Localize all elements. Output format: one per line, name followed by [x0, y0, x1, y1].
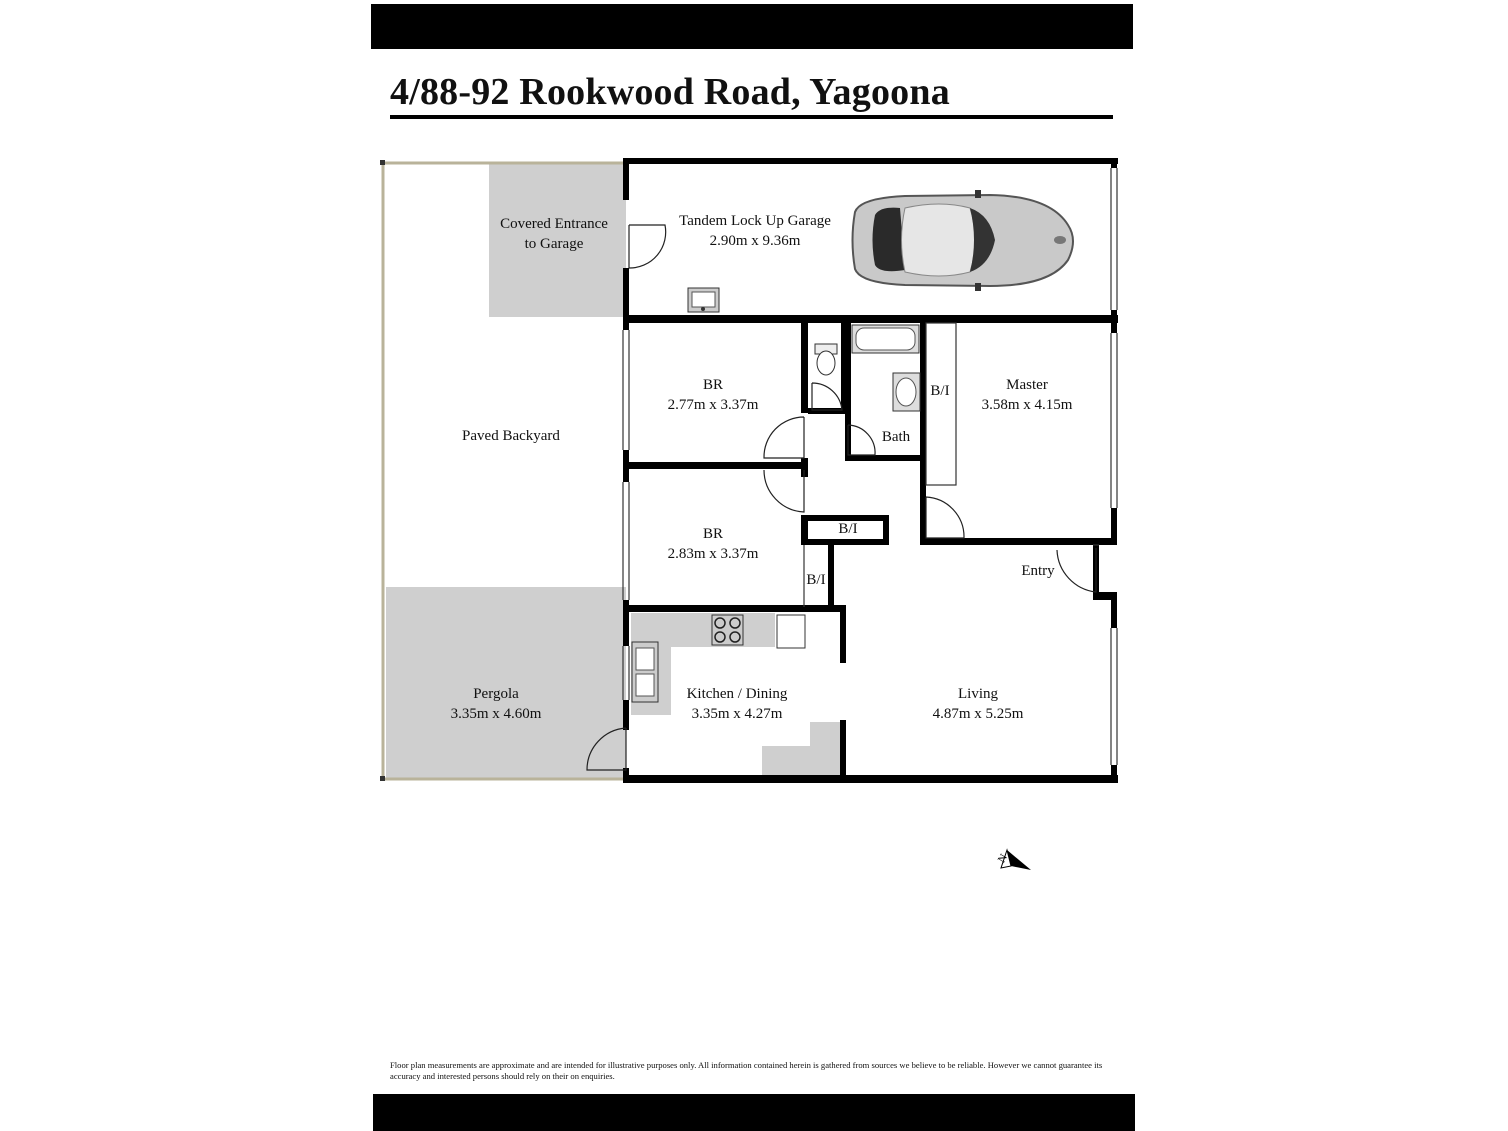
backyard-label: Paved Backyard: [462, 428, 560, 444]
bath-label: Bath: [881, 429, 911, 445]
toilet-icon: [815, 344, 837, 375]
bi-br2-label: B/I: [806, 572, 826, 588]
br1-name: BR: [702, 377, 724, 393]
master-name: Master: [1006, 377, 1048, 393]
br2-name: BR: [702, 526, 724, 542]
sink-icon: [688, 288, 719, 312]
kitchen-step-area: [762, 722, 842, 778]
compass-north-label: N: [995, 852, 1011, 865]
bi-master-label: B/I: [930, 383, 950, 399]
basin-icon: [893, 373, 920, 411]
kitchen-dims: 3.35m x 4.27m: [691, 706, 783, 722]
kitchen-name: Kitchen / Dining: [686, 686, 788, 702]
garage-dims: 2.90m x 9.36m: [709, 233, 801, 249]
master-dims: 3.58m x 4.15m: [981, 397, 1073, 413]
covered-entrance-label: Covered Entrance: [500, 216, 608, 232]
car-icon: [853, 190, 1074, 291]
disclaimer: Floor plan measurements are approximate and are intended for illustrative purposes only. All information contained herein is gathered from sources we believe to be reliable. However we cannot guarantee its accuracy and interested persons should rely on their on enquiries.: [390, 1060, 1103, 1081]
covered-entrance-label-2: to Garage: [524, 236, 584, 252]
pergola-dims: 3.35m x 4.60m: [450, 706, 542, 722]
page-title: 4/88-92 Rookwood Road, Yagoona: [390, 71, 950, 113]
entry-label: Entry: [1021, 563, 1055, 579]
kitchen-sink-icon: [632, 642, 658, 702]
living-dims: 4.87m x 5.25m: [932, 706, 1024, 722]
bathtub-icon: [852, 325, 919, 353]
pergola-area: [386, 587, 626, 778]
garage-name: Tandem Lock Up Garage: [679, 213, 831, 229]
br2-dims: 2.83m x 3.37m: [667, 546, 759, 562]
footer-bar: [373, 1094, 1135, 1131]
fridge-space: [777, 615, 805, 648]
cooktop-icon: [712, 615, 743, 645]
bi-hall-label: B/I: [838, 521, 858, 537]
pergola-name: Pergola: [473, 686, 519, 702]
living-name: Living: [958, 686, 998, 702]
br1-dims: 2.77m x 3.37m: [667, 397, 759, 413]
